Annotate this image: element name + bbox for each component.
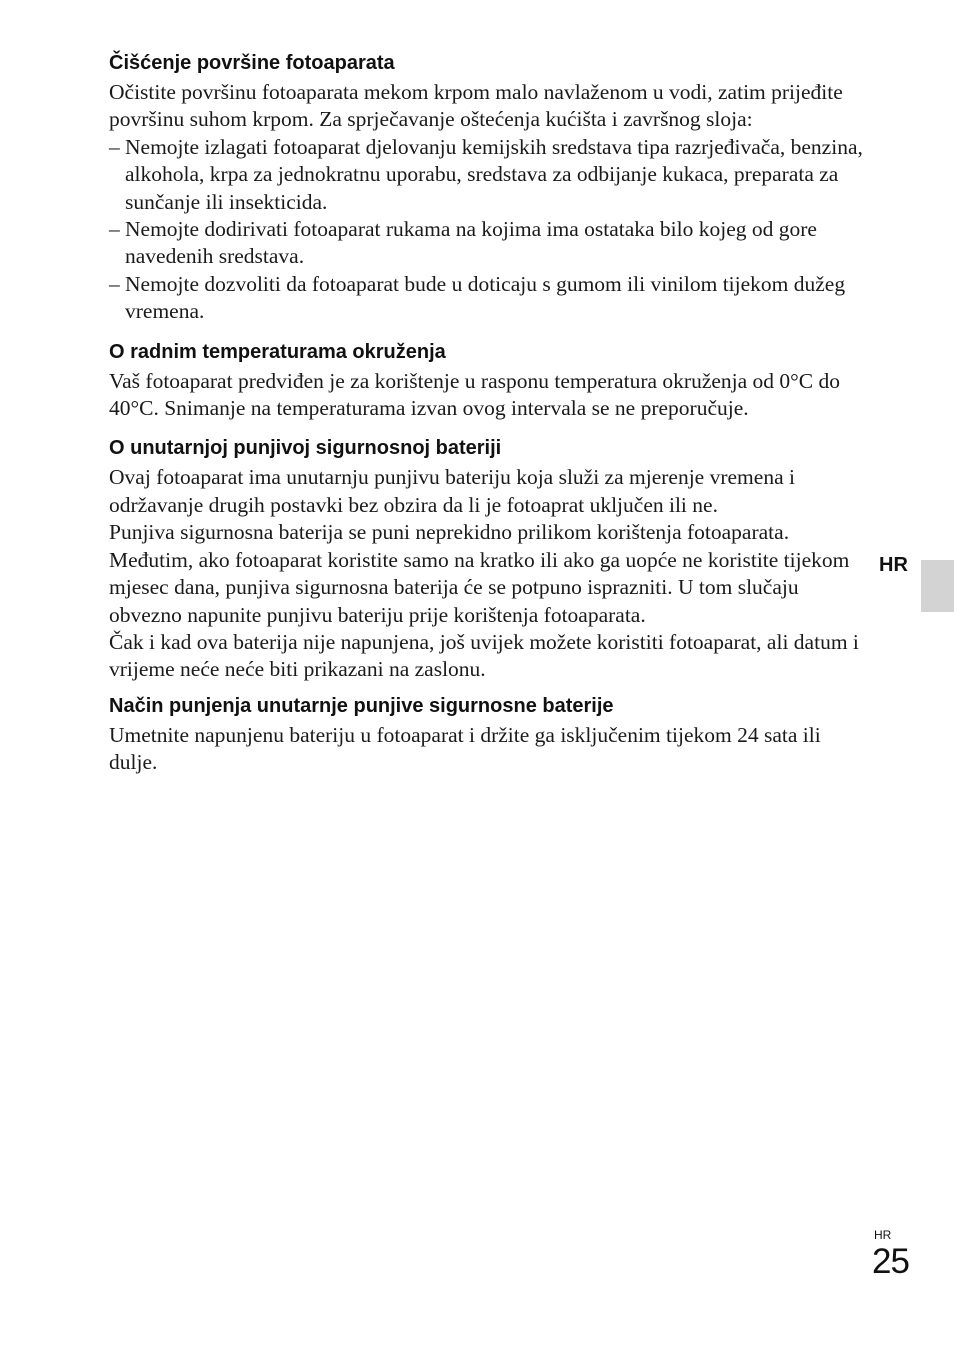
- section-operating-temperature: [109, 339, 864, 423]
- body-paragraph: Punjiva sigurnosna baterija se puni neprekidno prilikom korištenja fotoaparata. Međutim, ako fotoaparat koristite samo na kratko ili ako ga uopće ne koristite tijekom mjesec dana, punjiva sigurnosna baterija će se potpuno isprazniti. U tom slučaju obvezno napunite punjivu bateriju prije korištenja fotoaparata.: [109, 520, 850, 627]
- body-paragraph: Očistite površinu fotoaparata mekom krpom malo navlaženom u vodi, zatim prijeđite površinu suhom krpom. Za sprječavanje oštećenja kućišta i završnog sloja:: [109, 80, 843, 132]
- subsection-heading: Način punjenja unutarnje punjive sigurnosne baterije: [109, 694, 614, 717]
- list-item: – Nemojte dodirivati fotoaparat rukama na kojima ima ostataka bilo kojeg od gore navedenih sredstava.: [109, 217, 817, 269]
- section-heading: Čišćenje površine fotoaparata: [109, 52, 395, 74]
- section-charging-method: [109, 693, 864, 777]
- section-backup-battery: [109, 435, 864, 683]
- side-tab-label: HR: [879, 554, 908, 576]
- body-paragraph: Vaš fotoaparat predviđen je za korištenje u rasponu temperatura okruženja od 0°C do 40°C. Snimanje na temperaturama izvan ovog intervala se ne preporučuje.: [109, 368, 840, 421]
- body-paragraph: Umetnite napunjenu bateriju u fotoaparat i držite ga isključenim tijekom 24 sata ili dulje.: [109, 722, 821, 775]
- page-content: [109, 50, 864, 786]
- side-tab-marker: [921, 560, 954, 612]
- footer-language-code: HR: [874, 1228, 892, 1242]
- section-heading: O unutarnjoj punjivoj sigurnosnoj bateriji: [109, 437, 502, 460]
- list-item: – Nemojte dozvoliti da fotoaparat bude u doticaju s gumom ili vinilom tijekom dužeg vremena.: [109, 271, 846, 324]
- body-paragraph: Čak i kad ova baterija nije napunjena, još uvijek možete koristiti fotoaparat, ali datum i vrijeme neće neće biti prikazani na zaslonu.: [109, 629, 859, 682]
- section-cleaning: [109, 50, 864, 326]
- page-number: 25: [872, 1242, 909, 1281]
- bullet-list: [109, 134, 864, 326]
- body-paragraph: Ovaj fotoaparat ima unutarnju punjivu bateriju koja služi za mjerenje vremena i održavanje drugih postavki bez obzira da li je fotoaprat uključen ili ne.: [109, 465, 795, 517]
- section-heading: O radnim temperaturama okruženja: [109, 340, 446, 363]
- list-item: – Nemojte izlagati fotoaparat djelovanju kemijskih sredstava tipa razrjeđivača, benzina, alkohola, krpa za jednokratnu uporabu, sredstava za odbijanje kukaca, preparata za sunčanje ili insekticida.: [109, 134, 863, 214]
